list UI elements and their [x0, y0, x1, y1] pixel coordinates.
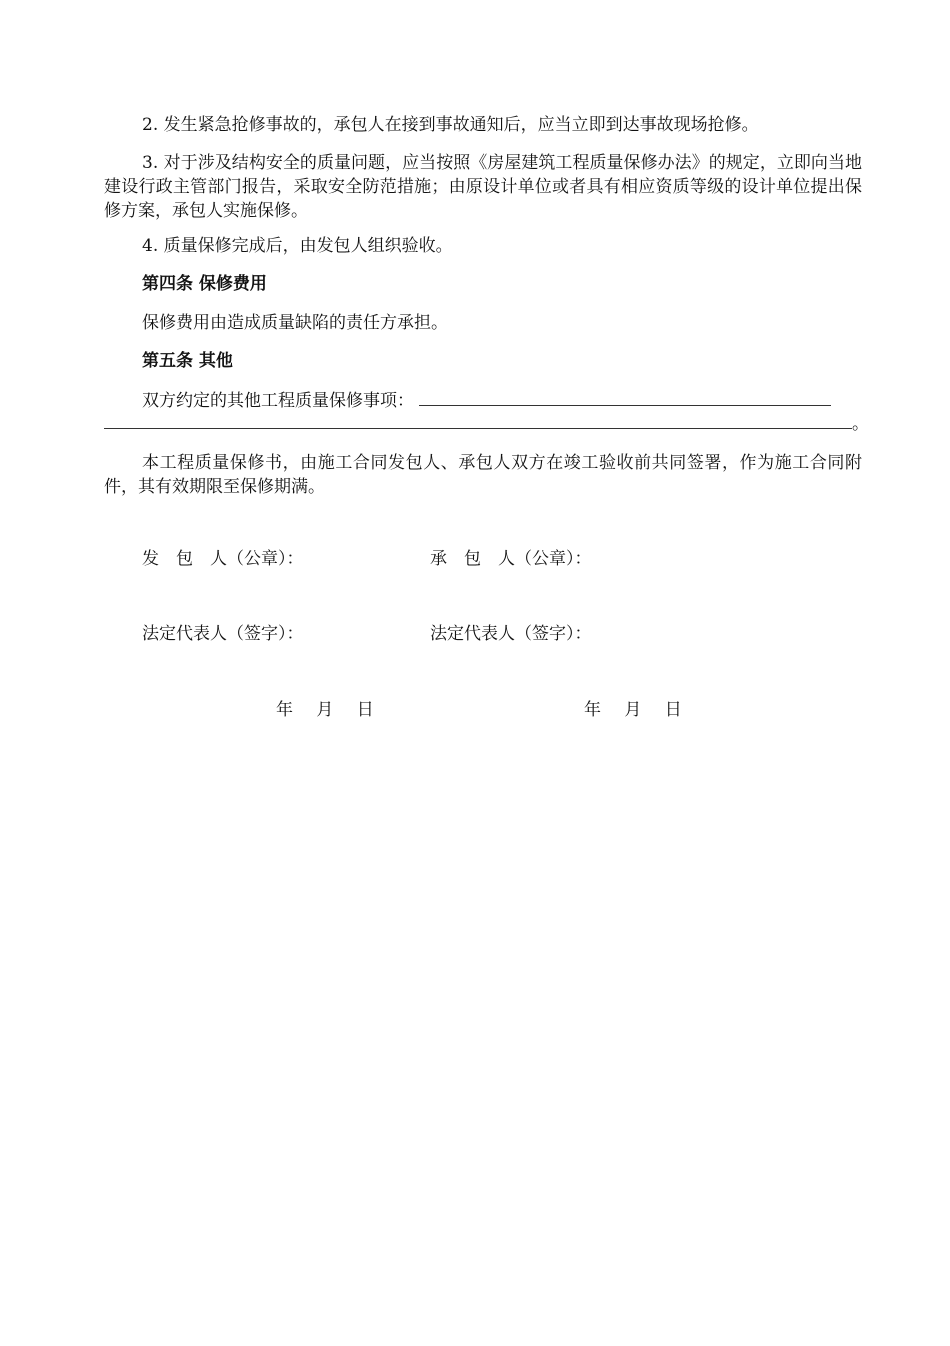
clause-item-2: 2. 发生紧急抢修事故的，承包人在接到事故通知后，应当立即到达事故现场抢修。: [142, 115, 759, 135]
clause-item-3: 3. 对于涉及结构安全的质量问题，应当按照《房屋建筑工程质量保修办法》的规定，立即向当地建设行政主管部门报告，采取安全防范措施；由原设计单位或者具有相应资质等级的设计单位提出保修方案，承包人实施保修。: [104, 153, 862, 221]
closing-paragraph: 本工程质量保修书，由施工合同发包人、承包人双方在竣工验收前共同签署，作为施工合同附件，其有效期限至保修期满。: [104, 453, 862, 497]
employer-date: 年 月 日: [276, 700, 374, 720]
employer-seal-label: 发 包 人（公章）：: [142, 549, 304, 569]
fill-in-blank-2[interactable]: [104, 414, 852, 429]
fill-in-blank-1[interactable]: [419, 391, 831, 406]
article-5-body-line1: [142, 389, 862, 413]
contractor-seal-label: 承 包 人（公章）：: [430, 549, 592, 569]
employer-representative-label: 法定代表人（签字）：: [142, 624, 304, 644]
article-4-body: 保修费用由造成质量缺陷的责任方承担。: [142, 313, 448, 333]
article-5-body-line2: [104, 412, 869, 436]
article-5-title: 第五条 其他: [142, 351, 233, 371]
contractor-representative-label: 法定代表人（签字）：: [430, 624, 592, 644]
article-4-title: 第四条 保修费用: [142, 274, 267, 294]
article-5-end-mark: 。: [852, 414, 869, 434]
contractor-date: 年 月 日: [584, 700, 682, 720]
article-5-body-prefix: 双方约定的其他工程质量保修事项：: [142, 391, 414, 411]
clause-item-4: 4. 质量保修完成后，由发包人组织验收。: [142, 236, 453, 256]
